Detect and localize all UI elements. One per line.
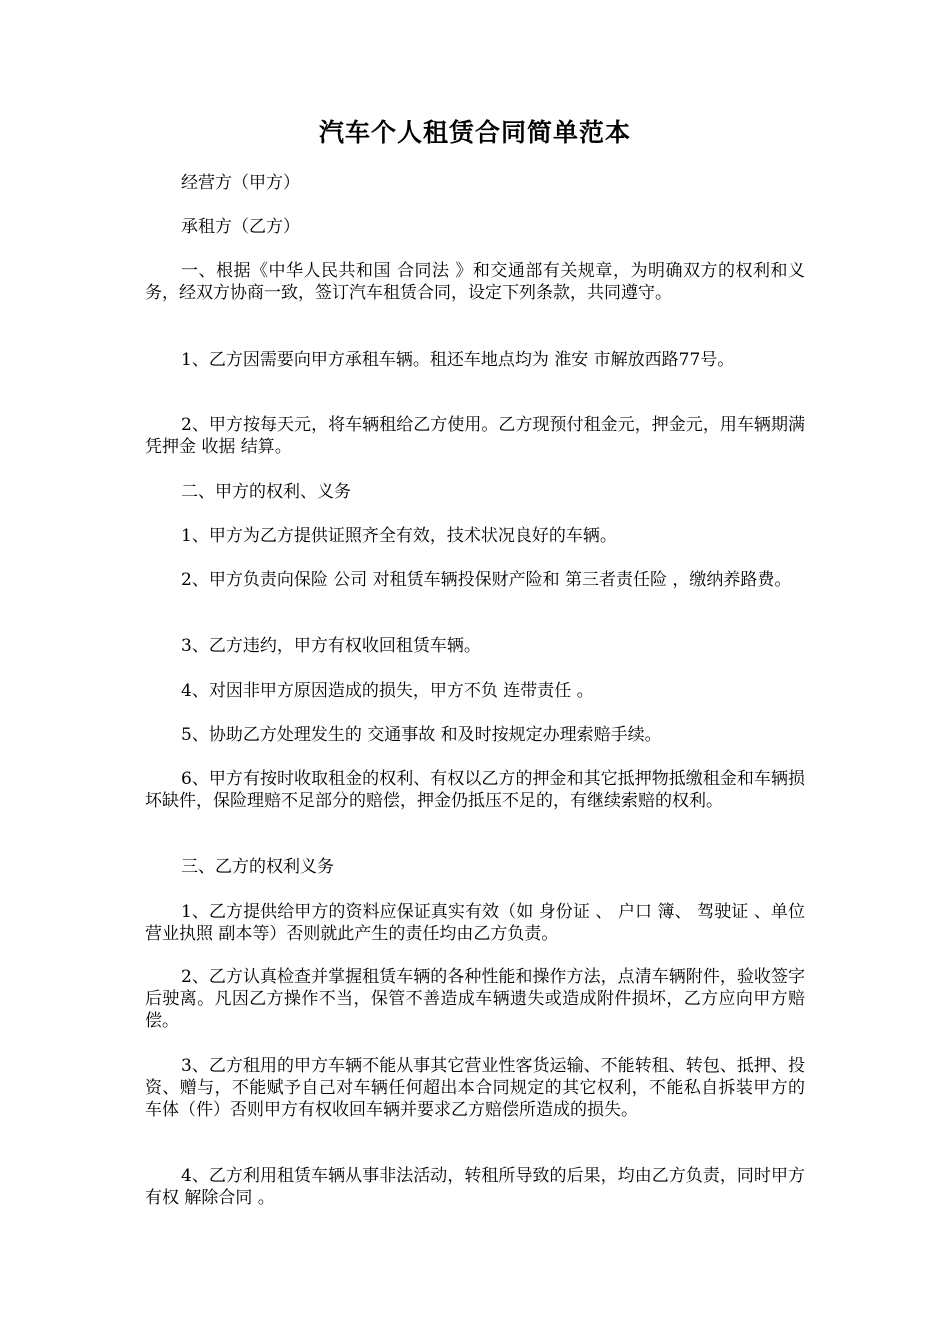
clause-2-1: 1、甲方为乙方提供证照齐全有效，技术状况良好的车辆。 (181, 526, 617, 546)
clause-3-4: 4、乙方利用租赁车辆从事非法活动，转租所导致的后果，均由乙方负责，同时甲方有权 解除合同 。 (145, 1166, 805, 1208)
clause-1-1: 1、乙方因需要向甲方承租车辆。租还车地点均为 淮安 市解放西路77号。 (181, 350, 735, 370)
document-title: 汽车个人租赁合同简单范本 (318, 118, 631, 147)
clause-3-2: 2、乙方认真检查并掌握租赁车辆的各种性能和操作方法，点清车辆附件，验收签字后驶离。凡因乙方操作不当，保管不善造成车辆遗失或造成附件损坏，乙方应向甲方赔偿。 (145, 967, 805, 1031)
clause-2-4: 4、对因非甲方原因造成的损失，甲方不负 连带责任 。 (181, 681, 594, 701)
section-heading-3: 三、乙方的权利义务 (181, 857, 334, 877)
clause-3-3: 3、乙方租用的甲方车辆不能从事其它营业性客货运输、不能转租、转包、抵押、投资、赠与，不能赋予自己对车辆任何超出本合同规定的其它权利，不能私自拆装甲方的车体（件）否则甲方有权收回车辆并要求乙方赔偿所造成的损失。 (145, 1056, 805, 1120)
clause-2-5: 5、协助乙方处理发生的 交通事故 和及时按规定办理索赔手续。 (181, 725, 662, 745)
clause-1-2: 2、甲方按每天元，将车辆租给乙方使用。乙方现预付租金元，押金元，用车辆期满凭押金 收据 结算。 (145, 415, 805, 457)
clause-3-1: 1、乙方提供给甲方的资料应保证真实有效（如 身份证 、 户口 簿、 驾驶证 、单位 营业执照 副本等）否则就此产生的责任均由乙方负责。 (145, 902, 805, 944)
clause-2-2: 2、甲方负责向保险 公司 对租赁车辆投保财产险和 第三者责任险 ，缴纳养路费。 (181, 570, 792, 590)
party-a-line: 经营方（甲方） (181, 173, 300, 193)
clause-2-6: 6、甲方有按时收取租金的权利、有权以乙方的押金和其它抵押物抵缴租金和车辆损坏缺件，保险理赔不足部分的赔偿，押金仍抵压不足的，有继续索赔的权利。 (145, 769, 805, 811)
clause-intro: 一、根据《中华人民共和国 合同法 》和交通部有关规章，为明确双方的权利和义务，经双方协商一致，签订汽车租赁合同，设定下列条款，共同遵守。 (145, 261, 805, 303)
clause-2-3: 3、乙方违约，甲方有权收回租赁车辆。 (181, 636, 481, 656)
section-heading-2: 二、甲方的权利、义务 (181, 482, 351, 502)
party-b-line: 承租方（乙方） (181, 217, 300, 237)
